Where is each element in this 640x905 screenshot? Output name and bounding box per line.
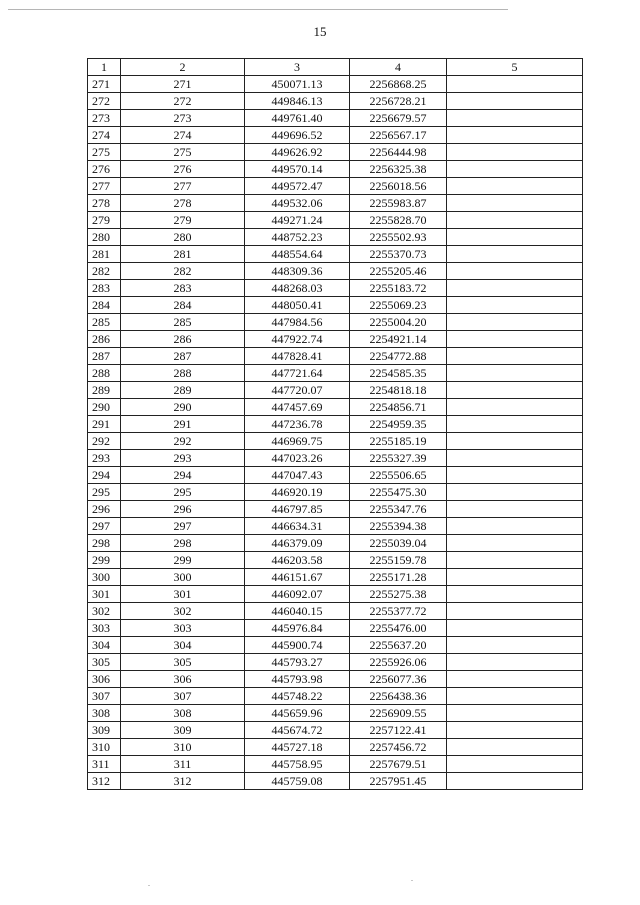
scan-speck	[411, 880, 413, 881]
y-coordinate-cell: 2255159.78	[350, 552, 447, 569]
table-body	[88, 76, 583, 790]
y-coordinate-cell: 2255004.20	[350, 314, 447, 331]
y-coordinate-cell: 2255983.87	[350, 195, 447, 212]
notes-cell	[447, 569, 583, 586]
row-number-cell: 286	[88, 331, 121, 348]
point-number-cell: 288	[121, 365, 245, 382]
point-number-cell: 309	[121, 722, 245, 739]
table-row	[88, 620, 583, 637]
x-coordinate-cell: 447023.26	[245, 450, 350, 467]
notes-cell	[447, 773, 583, 790]
point-number-cell: 295	[121, 484, 245, 501]
x-coordinate-cell: 448554.64	[245, 246, 350, 263]
table-row	[88, 297, 583, 314]
x-coordinate-cell: 447047.43	[245, 467, 350, 484]
point-number-cell: 275	[121, 144, 245, 161]
notes-cell	[447, 722, 583, 739]
notes-cell	[447, 399, 583, 416]
notes-cell	[447, 535, 583, 552]
y-coordinate-cell: 2256018.56	[350, 178, 447, 195]
row-number-cell: 309	[88, 722, 121, 739]
table-row	[88, 280, 583, 297]
notes-cell	[447, 501, 583, 518]
x-coordinate-cell: 449696.52	[245, 127, 350, 144]
notes-cell	[447, 620, 583, 637]
x-coordinate-cell: 445976.84	[245, 620, 350, 637]
top-rule	[8, 9, 508, 10]
notes-cell	[447, 178, 583, 195]
point-number-cell: 284	[121, 297, 245, 314]
row-number-cell: 288	[88, 365, 121, 382]
row-number-cell: 277	[88, 178, 121, 195]
notes-cell	[447, 450, 583, 467]
y-coordinate-cell: 2254856.71	[350, 399, 447, 416]
row-number-cell: 305	[88, 654, 121, 671]
notes-cell	[447, 280, 583, 297]
coordinates-table	[87, 58, 583, 790]
row-number-cell: 290	[88, 399, 121, 416]
notes-cell	[447, 161, 583, 178]
y-coordinate-cell: 2256325.38	[350, 161, 447, 178]
point-number-cell: 299	[121, 552, 245, 569]
row-number-cell: 279	[88, 212, 121, 229]
x-coordinate-cell: 449532.06	[245, 195, 350, 212]
row-number-cell: 287	[88, 348, 121, 365]
x-coordinate-cell: 447922.74	[245, 331, 350, 348]
table-row	[88, 586, 583, 603]
table-row	[88, 603, 583, 620]
notes-cell	[447, 688, 583, 705]
x-coordinate-cell: 449846.13	[245, 93, 350, 110]
table-row	[88, 535, 583, 552]
table-row	[88, 399, 583, 416]
x-coordinate-cell: 445748.22	[245, 688, 350, 705]
table-row	[88, 705, 583, 722]
row-number-cell: 289	[88, 382, 121, 399]
y-coordinate-cell: 2256438.36	[350, 688, 447, 705]
y-coordinate-cell: 2254585.35	[350, 365, 447, 382]
row-number-cell: 275	[88, 144, 121, 161]
x-coordinate-cell: 448752.23	[245, 229, 350, 246]
point-number-cell: 296	[121, 501, 245, 518]
notes-cell	[447, 246, 583, 263]
notes-cell	[447, 348, 583, 365]
y-coordinate-cell: 2255039.04	[350, 535, 447, 552]
row-number-cell: 308	[88, 705, 121, 722]
notes-cell	[447, 671, 583, 688]
row-number-cell: 310	[88, 739, 121, 756]
row-number-cell: 311	[88, 756, 121, 773]
point-number-cell: 274	[121, 127, 245, 144]
table-row	[88, 518, 583, 535]
point-number-cell: 279	[121, 212, 245, 229]
row-number-cell: 285	[88, 314, 121, 331]
row-number-cell: 301	[88, 586, 121, 603]
row-number-cell: 280	[88, 229, 121, 246]
notes-cell	[447, 331, 583, 348]
notes-cell	[447, 586, 583, 603]
x-coordinate-cell: 449761.40	[245, 110, 350, 127]
point-number-cell: 312	[121, 773, 245, 790]
point-number-cell: 287	[121, 348, 245, 365]
table-row	[88, 773, 583, 790]
row-number-cell: 300	[88, 569, 121, 586]
point-number-cell: 305	[121, 654, 245, 671]
row-number-cell: 304	[88, 637, 121, 654]
row-number-cell: 282	[88, 263, 121, 280]
table-row	[88, 365, 583, 382]
header-row	[88, 59, 583, 76]
point-number-cell: 282	[121, 263, 245, 280]
table-row	[88, 722, 583, 739]
notes-cell	[447, 739, 583, 756]
x-coordinate-cell: 445758.95	[245, 756, 350, 773]
notes-cell	[447, 314, 583, 331]
row-number-cell: 274	[88, 127, 121, 144]
x-coordinate-cell: 450071.13	[245, 76, 350, 93]
row-number-cell: 302	[88, 603, 121, 620]
y-coordinate-cell: 2257456.72	[350, 739, 447, 756]
notes-cell	[447, 467, 583, 484]
row-number-cell: 298	[88, 535, 121, 552]
notes-cell	[447, 263, 583, 280]
table-row	[88, 450, 583, 467]
notes-cell	[447, 552, 583, 569]
table-row	[88, 739, 583, 756]
notes-cell	[447, 637, 583, 654]
notes-cell	[447, 433, 583, 450]
point-number-cell: 289	[121, 382, 245, 399]
notes-cell	[447, 382, 583, 399]
y-coordinate-cell: 2255637.20	[350, 637, 447, 654]
notes-cell	[447, 127, 583, 144]
row-number-cell: 284	[88, 297, 121, 314]
y-coordinate-cell: 2254959.35	[350, 416, 447, 433]
point-number-cell: 300	[121, 569, 245, 586]
y-coordinate-cell: 2255171.28	[350, 569, 447, 586]
y-coordinate-cell: 2256567.17	[350, 127, 447, 144]
point-number-cell: 273	[121, 110, 245, 127]
table-row	[88, 161, 583, 178]
table-row	[88, 348, 583, 365]
y-coordinate-cell: 2254772.88	[350, 348, 447, 365]
table-row	[88, 467, 583, 484]
column-header-3: 3	[245, 59, 350, 76]
y-coordinate-cell: 2255377.72	[350, 603, 447, 620]
table-row	[88, 756, 583, 773]
table-row	[88, 331, 583, 348]
row-number-cell: 281	[88, 246, 121, 263]
point-number-cell: 294	[121, 467, 245, 484]
table-row	[88, 195, 583, 212]
x-coordinate-cell: 446092.07	[245, 586, 350, 603]
table-row	[88, 688, 583, 705]
y-coordinate-cell: 2254921.14	[350, 331, 447, 348]
x-coordinate-cell: 449572.47	[245, 178, 350, 195]
notes-cell	[447, 229, 583, 246]
table-row	[88, 178, 583, 195]
table-row	[88, 229, 583, 246]
table-row	[88, 212, 583, 229]
notes-cell	[447, 756, 583, 773]
x-coordinate-cell: 449570.14	[245, 161, 350, 178]
y-coordinate-cell: 2255275.38	[350, 586, 447, 603]
y-coordinate-cell: 2256077.36	[350, 671, 447, 688]
table-row	[88, 314, 583, 331]
notes-cell	[447, 705, 583, 722]
x-coordinate-cell: 448050.41	[245, 297, 350, 314]
point-number-cell: 283	[121, 280, 245, 297]
table-row	[88, 569, 583, 586]
x-coordinate-cell: 447236.78	[245, 416, 350, 433]
point-number-cell: 301	[121, 586, 245, 603]
page-number: 15	[313, 24, 327, 39]
x-coordinate-cell: 445674.72	[245, 722, 350, 739]
x-coordinate-cell: 446151.67	[245, 569, 350, 586]
table-row	[88, 671, 583, 688]
table-row	[88, 382, 583, 399]
y-coordinate-cell: 2256679.57	[350, 110, 447, 127]
x-coordinate-cell: 448268.03	[245, 280, 350, 297]
scan-speck	[148, 885, 150, 886]
row-number-cell: 303	[88, 620, 121, 637]
row-number-cell: 295	[88, 484, 121, 501]
y-coordinate-cell: 2255926.06	[350, 654, 447, 671]
row-number-cell: 299	[88, 552, 121, 569]
point-number-cell: 285	[121, 314, 245, 331]
point-number-cell: 298	[121, 535, 245, 552]
y-coordinate-cell: 2256728.21	[350, 93, 447, 110]
row-number-cell: 312	[88, 773, 121, 790]
row-number-cell: 297	[88, 518, 121, 535]
table-row	[88, 144, 583, 161]
table-row	[88, 246, 583, 263]
column-header-1: 1	[88, 59, 121, 76]
row-number-cell: 271	[88, 76, 121, 93]
point-number-cell: 272	[121, 93, 245, 110]
x-coordinate-cell: 446797.85	[245, 501, 350, 518]
notes-cell	[447, 518, 583, 535]
notes-cell	[447, 603, 583, 620]
x-coordinate-cell: 447721.64	[245, 365, 350, 382]
point-number-cell: 280	[121, 229, 245, 246]
column-header-4: 4	[350, 59, 447, 76]
column-header-5: 5	[447, 59, 583, 76]
y-coordinate-cell: 2255347.76	[350, 501, 447, 518]
y-coordinate-cell: 2256868.25	[350, 76, 447, 93]
point-number-cell: 292	[121, 433, 245, 450]
notes-cell	[447, 365, 583, 382]
point-number-cell: 291	[121, 416, 245, 433]
x-coordinate-cell: 447984.56	[245, 314, 350, 331]
x-coordinate-cell: 445900.74	[245, 637, 350, 654]
notes-cell	[447, 144, 583, 161]
point-number-cell: 271	[121, 76, 245, 93]
table-row	[88, 501, 583, 518]
y-coordinate-cell: 2254818.18	[350, 382, 447, 399]
y-coordinate-cell: 2255394.38	[350, 518, 447, 535]
table-row	[88, 76, 583, 93]
y-coordinate-cell: 2256909.55	[350, 705, 447, 722]
y-coordinate-cell: 2256444.98	[350, 144, 447, 161]
y-coordinate-cell: 2255370.73	[350, 246, 447, 263]
notes-cell	[447, 654, 583, 671]
row-number-cell: 283	[88, 280, 121, 297]
row-number-cell: 276	[88, 161, 121, 178]
y-coordinate-cell: 2257679.51	[350, 756, 447, 773]
table-row	[88, 433, 583, 450]
y-coordinate-cell: 2255205.46	[350, 263, 447, 280]
point-number-cell: 306	[121, 671, 245, 688]
row-number-cell: 272	[88, 93, 121, 110]
point-number-cell: 303	[121, 620, 245, 637]
y-coordinate-cell: 2255506.65	[350, 467, 447, 484]
x-coordinate-cell: 447828.41	[245, 348, 350, 365]
column-header-2: 2	[121, 59, 245, 76]
row-number-cell: 296	[88, 501, 121, 518]
point-number-cell: 311	[121, 756, 245, 773]
table-row	[88, 127, 583, 144]
y-coordinate-cell: 2255185.19	[350, 433, 447, 450]
row-number-cell: 291	[88, 416, 121, 433]
x-coordinate-cell: 446203.58	[245, 552, 350, 569]
point-number-cell: 278	[121, 195, 245, 212]
table-row	[88, 110, 583, 127]
notes-cell	[447, 110, 583, 127]
point-number-cell: 277	[121, 178, 245, 195]
notes-cell	[447, 76, 583, 93]
row-number-cell: 294	[88, 467, 121, 484]
x-coordinate-cell: 448309.36	[245, 263, 350, 280]
y-coordinate-cell: 2255828.70	[350, 212, 447, 229]
notes-cell	[447, 416, 583, 433]
row-number-cell: 293	[88, 450, 121, 467]
notes-cell	[447, 195, 583, 212]
point-number-cell: 281	[121, 246, 245, 263]
point-number-cell: 276	[121, 161, 245, 178]
x-coordinate-cell: 449626.92	[245, 144, 350, 161]
point-number-cell: 302	[121, 603, 245, 620]
table-row	[88, 637, 583, 654]
row-number-cell: 278	[88, 195, 121, 212]
x-coordinate-cell: 446920.19	[245, 484, 350, 501]
notes-cell	[447, 93, 583, 110]
y-coordinate-cell: 2255476.00	[350, 620, 447, 637]
x-coordinate-cell: 447457.69	[245, 399, 350, 416]
table-row	[88, 552, 583, 569]
y-coordinate-cell: 2257951.45	[350, 773, 447, 790]
notes-cell	[447, 212, 583, 229]
notes-cell	[447, 297, 583, 314]
x-coordinate-cell: 445759.08	[245, 773, 350, 790]
y-coordinate-cell: 2255327.39	[350, 450, 447, 467]
table-row	[88, 416, 583, 433]
x-coordinate-cell: 445793.27	[245, 654, 350, 671]
row-number-cell: 273	[88, 110, 121, 127]
point-number-cell: 286	[121, 331, 245, 348]
y-coordinate-cell: 2257122.41	[350, 722, 447, 739]
x-coordinate-cell: 445727.18	[245, 739, 350, 756]
x-coordinate-cell: 446634.31	[245, 518, 350, 535]
x-coordinate-cell: 447720.07	[245, 382, 350, 399]
row-number-cell: 307	[88, 688, 121, 705]
x-coordinate-cell: 445659.96	[245, 705, 350, 722]
x-coordinate-cell: 449271.24	[245, 212, 350, 229]
x-coordinate-cell: 445793.98	[245, 671, 350, 688]
point-number-cell: 304	[121, 637, 245, 654]
y-coordinate-cell: 2255183.72	[350, 280, 447, 297]
table-row	[88, 484, 583, 501]
point-number-cell: 290	[121, 399, 245, 416]
row-number-cell: 306	[88, 671, 121, 688]
table-header	[88, 59, 583, 76]
row-number-cell: 292	[88, 433, 121, 450]
table-row	[88, 93, 583, 110]
x-coordinate-cell: 446969.75	[245, 433, 350, 450]
point-number-cell: 308	[121, 705, 245, 722]
table-row	[88, 263, 583, 280]
point-number-cell: 293	[121, 450, 245, 467]
x-coordinate-cell: 446040.15	[245, 603, 350, 620]
point-number-cell: 307	[121, 688, 245, 705]
table-row	[88, 654, 583, 671]
point-number-cell: 297	[121, 518, 245, 535]
notes-cell	[447, 484, 583, 501]
point-number-cell: 310	[121, 739, 245, 756]
y-coordinate-cell: 2255475.30	[350, 484, 447, 501]
y-coordinate-cell: 2255069.23	[350, 297, 447, 314]
y-coordinate-cell: 2255502.93	[350, 229, 447, 246]
x-coordinate-cell: 446379.09	[245, 535, 350, 552]
